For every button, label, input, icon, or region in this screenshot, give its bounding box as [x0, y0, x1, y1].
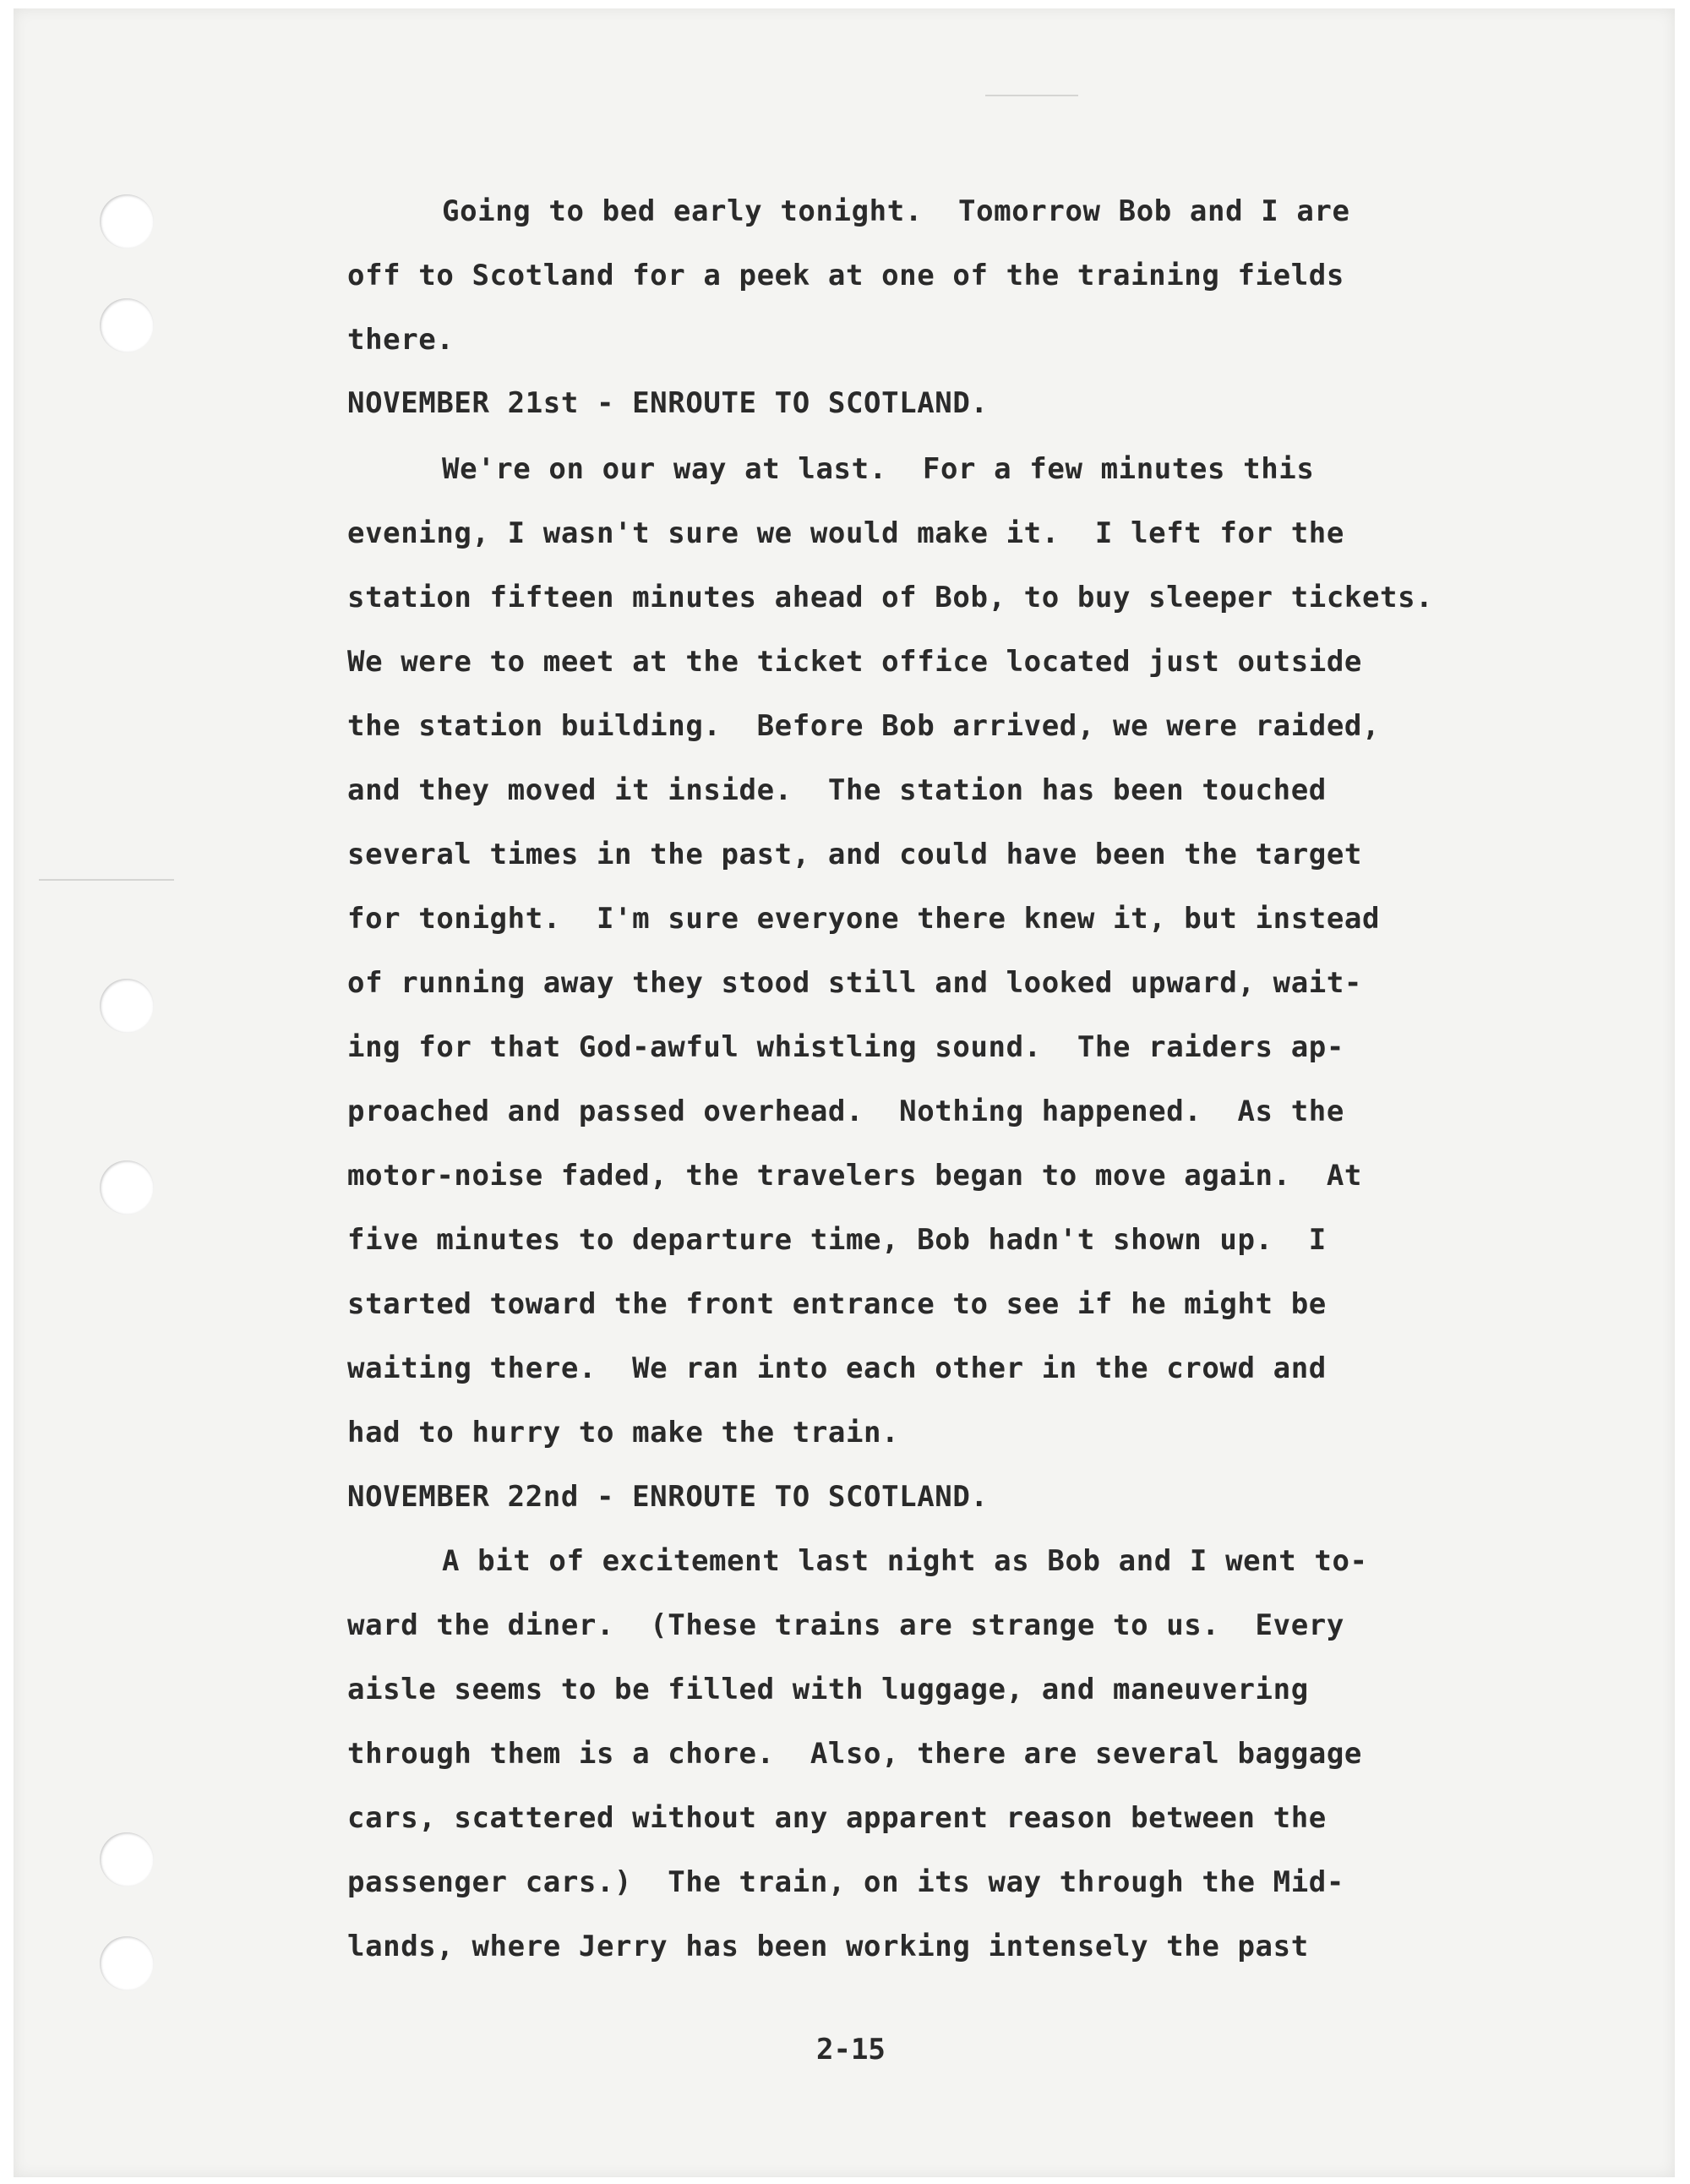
text-line: the station building. Before Bob arrived, we were raided, — [347, 709, 1381, 743]
entry-heading: NOVEMBER 21st - ENROUTE TO SCOTLAND. — [347, 386, 989, 420]
text-line: We were to meet at the ticket office located just outside — [347, 645, 1362, 679]
text-line: lands, where Jerry has been working intensely the past — [347, 1930, 1309, 1963]
entry-heading: NOVEMBER 22nd - ENROUTE TO SCOTLAND. — [347, 1480, 989, 1514]
text-line: started toward the front entrance to see if he might be — [347, 1287, 1327, 1321]
text-line: five minutes to departure time, Bob hadn't shown up. I — [347, 1223, 1327, 1257]
text-line: had to hurry to make the train. — [347, 1416, 900, 1450]
text-line: proached and passed overhead. Nothing happened. As the — [347, 1095, 1344, 1128]
text-line: off to Scotland for a peek at one of the training fields — [347, 259, 1344, 292]
text-line: We're on our way at last. For a few minutes this — [442, 452, 1315, 486]
text-line: through them is a chore. Also, there are several baggage — [347, 1737, 1362, 1771]
typewritten-text — [14, 8, 1675, 2177]
text-line: Going to bed early tonight. Tomorrow Bob and I are — [442, 194, 1350, 228]
text-line: cars, scattered without any apparent reason between the — [347, 1801, 1327, 1835]
text-line: ing for that God-awful whistling sound. The raiders ap- — [347, 1030, 1344, 1064]
text-line: passenger cars.) The train, on its way through the Mid- — [347, 1865, 1344, 1899]
text-line: there. — [347, 323, 455, 357]
text-line: evening, I wasn't sure we would make it. I left for the — [347, 516, 1344, 550]
text-line: several times in the past, and could have been the target — [347, 838, 1362, 871]
text-line: ward the diner. (These trains are strange to us. Every — [347, 1608, 1344, 1642]
text-line: motor-noise faded, the travelers began to move again. At — [347, 1159, 1362, 1193]
document-page — [14, 8, 1675, 2177]
text-line: of running away they stood still and looked upward, wait- — [347, 966, 1362, 1000]
text-line: station fifteen minutes ahead of Bob, to buy sleeper tickets. — [347, 581, 1434, 614]
text-line: waiting there. We ran into each other in the crowd and — [347, 1351, 1327, 1385]
text-line: and they moved it inside. The station has been touched — [347, 773, 1327, 807]
text-line: aisle seems to be filled with luggage, and maneuvering — [347, 1673, 1309, 1706]
text-line: for tonight. I'm sure everyone there knew it, but instead — [347, 902, 1381, 936]
text-line: A bit of excitement last night as Bob and I went to- — [442, 1544, 1368, 1578]
page-number: 2-15 — [816, 2033, 886, 2067]
